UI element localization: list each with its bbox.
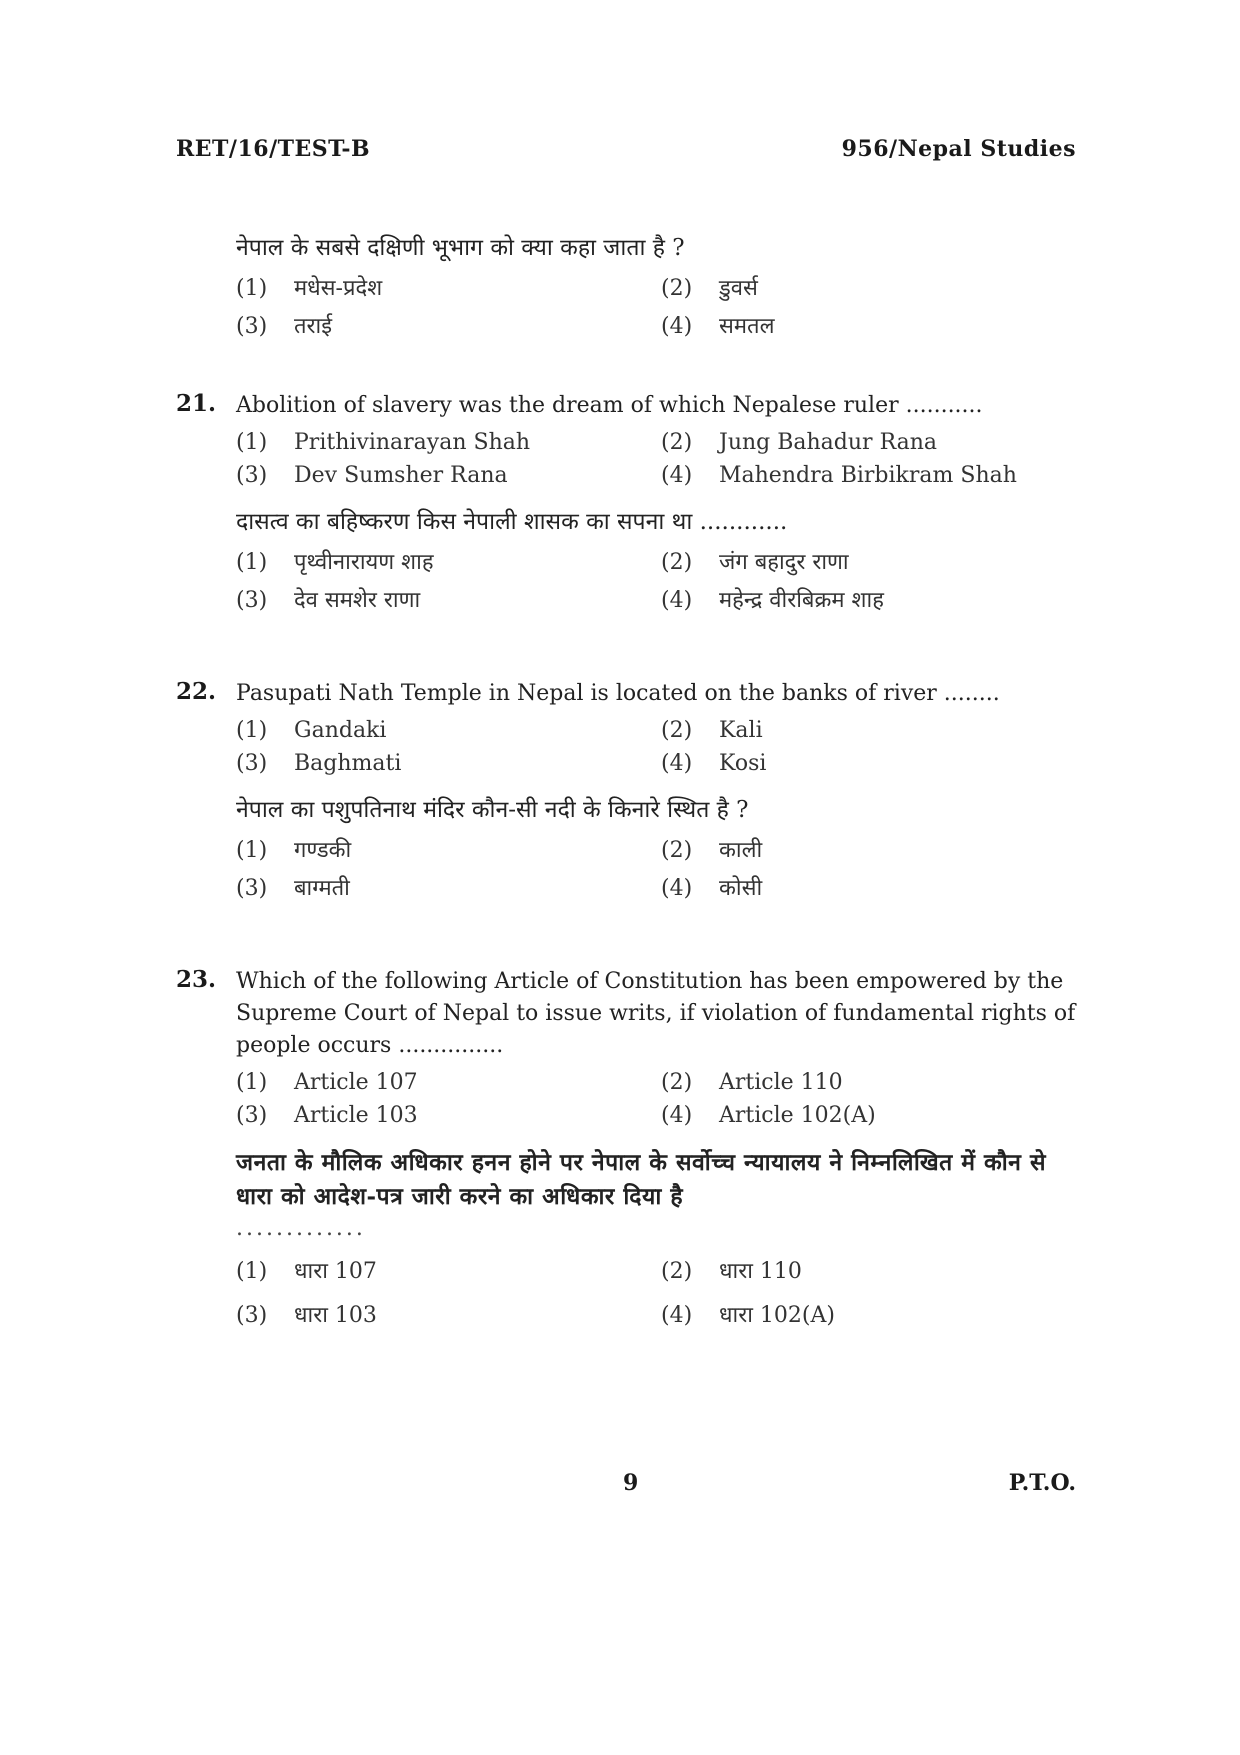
question-22 bbox=[176, 678, 1076, 902]
option: (2) Jung Bahadur Rana bbox=[661, 430, 938, 455]
option: (1) Article 107 bbox=[236, 1070, 418, 1095]
option: (4) कोसी bbox=[661, 876, 763, 901]
option: (4) महेन्द्र वीरबिक्रम शाह bbox=[661, 588, 884, 613]
option: (4) समतल bbox=[661, 314, 775, 339]
options-hindi bbox=[236, 546, 1076, 614]
options-english bbox=[236, 718, 1076, 776]
option: (2) काली bbox=[661, 838, 763, 863]
option: (2) Kali bbox=[661, 718, 763, 743]
option: (4) Article 102(A) bbox=[661, 1103, 876, 1128]
question-stem: Which of the following Article of Constitution has been empowered by the Supreme Court of Nepal to issue writs, if violation of fundamental rights of people occurs ............... bbox=[236, 969, 1076, 1058]
option: (4) धारा 102(A) bbox=[661, 1303, 835, 1328]
paper-code: RET/16/TEST-B bbox=[176, 136, 371, 162]
options-hindi bbox=[236, 272, 1076, 340]
option: (4) Kosi bbox=[661, 751, 767, 776]
please-turn-over: P.T.O. bbox=[1008, 1470, 1076, 1496]
subject-title: 956/Nepal Studies bbox=[841, 136, 1076, 162]
question-stem-hindi: नेपाल का पशुपतिनाथ मंदिर कौन-सी नदी के किनारे स्थित है ? bbox=[236, 797, 749, 823]
option: (3) बाग्मती bbox=[236, 876, 350, 901]
question-stem: Pasupati Nath Temple in Nepal is located on the banks of river ........ bbox=[236, 681, 1000, 706]
option: (1) पृथ्वीनारायण शाह bbox=[236, 550, 434, 575]
option: (4) Mahendra Birbikram Shah bbox=[661, 463, 1017, 488]
option: (1) Gandaki bbox=[236, 718, 387, 743]
option: (3) Dev Sumsher Rana bbox=[236, 463, 508, 488]
question-number: 23. bbox=[176, 966, 217, 993]
answer-blank: ............. bbox=[236, 1216, 366, 1241]
question-stem-hindi: नेपाल के सबसे दक्षिणी भूभाग को क्या कहा जाता है ? bbox=[236, 235, 685, 261]
options-hindi bbox=[236, 834, 1076, 902]
option: (1) गण्डकी bbox=[236, 838, 352, 863]
options-english bbox=[236, 430, 1076, 488]
question-stem-hindi: दासत्व का बहिष्करण किस नेपाली शासक का सपना था ............ bbox=[236, 509, 788, 535]
question-stem-hindi: जनता के मौलिक अधिकार हनन होने पर नेपाल के सर्वोच्च न्यायालय ने निम्नलिखित में कौन से धारा को आदेश-पत्र जारी करने का अधिकार दिया है bbox=[236, 1149, 1046, 1210]
option: (2) डुवर्स bbox=[661, 276, 758, 301]
option: (1) मधेस-प्रदेश bbox=[236, 276, 383, 301]
question-21 bbox=[176, 390, 1076, 614]
option: (2) Article 110 bbox=[661, 1070, 843, 1095]
option: (3) देव समशेर राणा bbox=[236, 588, 421, 613]
question-23 bbox=[176, 966, 1076, 1329]
options-english bbox=[236, 1070, 1076, 1128]
question-number: 22. bbox=[176, 678, 217, 705]
option: (3) तराई bbox=[236, 314, 333, 339]
option: (1) धारा 107 bbox=[236, 1259, 377, 1284]
option: (1) Prithivinarayan Shah bbox=[236, 430, 531, 455]
option: (3) धारा 103 bbox=[236, 1303, 377, 1328]
option: (3) Baghmati bbox=[236, 751, 402, 776]
question-20-hindi bbox=[176, 232, 1076, 340]
question-number: 21. bbox=[176, 390, 217, 417]
question-stem: Abolition of slavery was the dream of which Nepalese ruler ........... bbox=[236, 393, 983, 418]
option: (2) धारा 110 bbox=[661, 1259, 802, 1284]
option: (3) Article 103 bbox=[236, 1103, 418, 1128]
options-hindi bbox=[236, 1255, 1076, 1329]
option: (2) जंग बहादुर राणा bbox=[661, 550, 849, 575]
page-number: 9 bbox=[623, 1470, 639, 1496]
